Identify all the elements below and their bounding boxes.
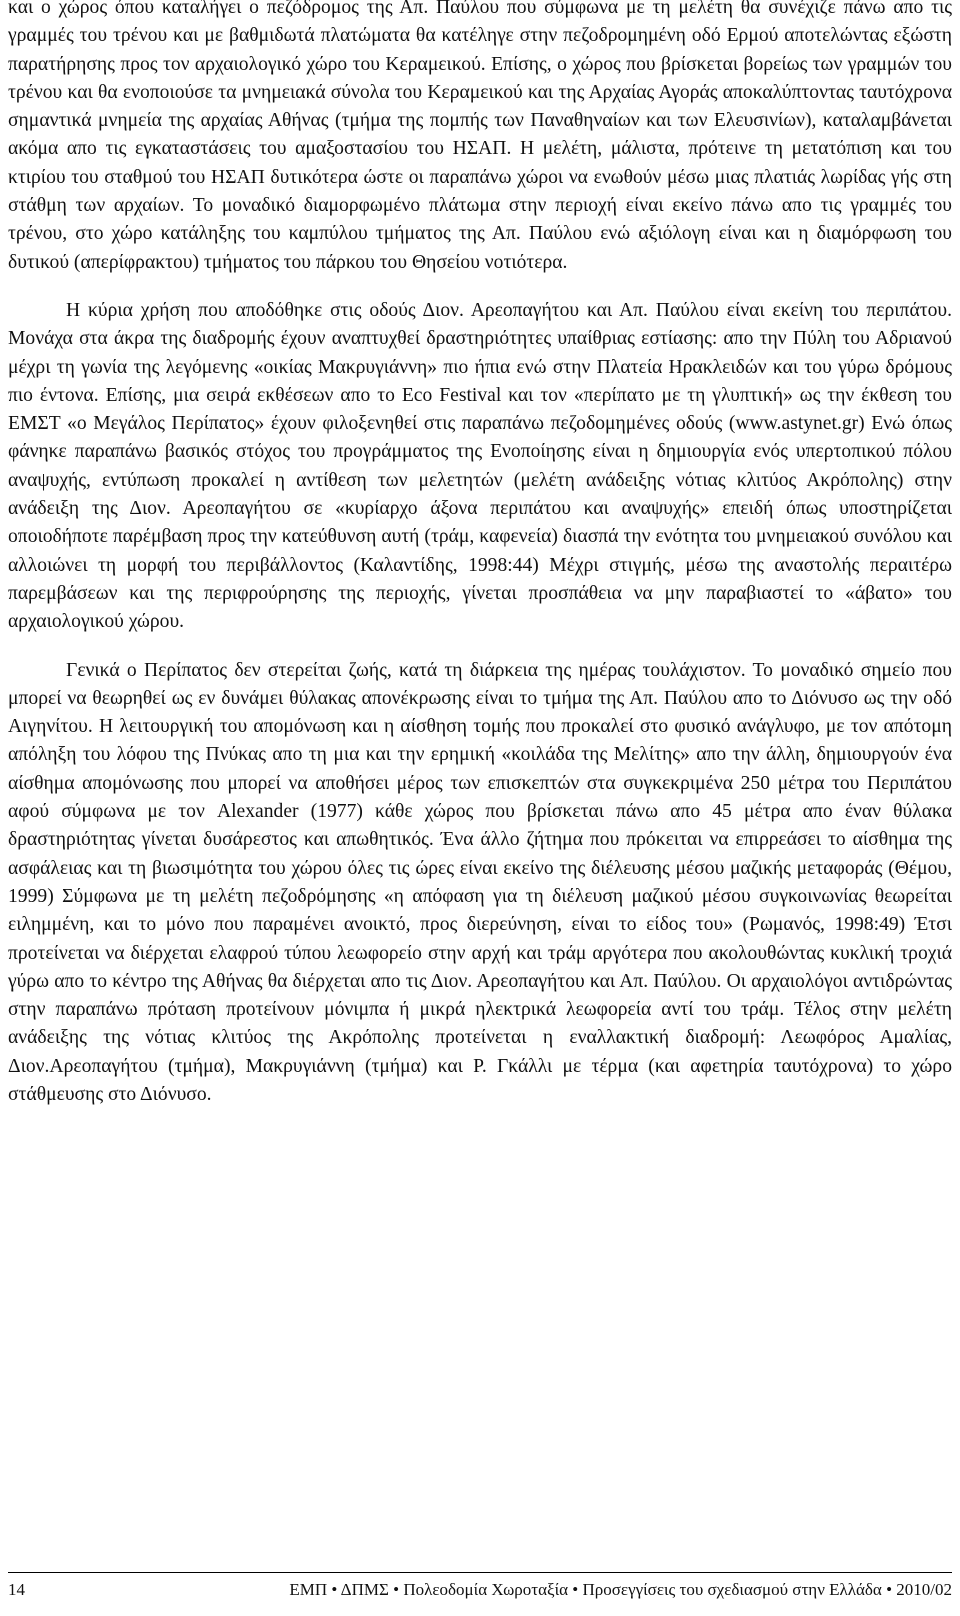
body-text xyxy=(8,0,952,1109)
footer-divider xyxy=(8,1572,952,1573)
paragraph-main-use: Η κύρια χρήση που αποδόθηκε στις οδούς Διον. Αρεοπαγήτου και Απ. Παύλου είναι εκείνη του περιπάτου. Μονάχα στα άκρα της διαδρομής έχουν αναπτυχθεί δραστηριότητες υπαίθριας εστίασης: απο την Πύλη του Αδριανού μέχρι τη γωνία της λεγόμενης «οικίας Μακρυγιάννη» πιο ήπια ενώ στην Πλατεία Ηρακλειδών και του γύρω δρόμους πιο έντονα. Επίσης, μια σειρά εκθέσεων απο το Eco Festival και τον «περίπατο με τη γλυπτική» ως την έκθεση του ΕΜΣΤ «ο Μεγάλος Περίπατος» έχουν φιλοξενηθεί στις παραπάνω πεζοδομημένες οδούς (www.astynet.gr) Ενώ όπως φάνηκε παραπάνω βασικός στόχος του προγράμματος της Ενοποίησης είναι η δημιουργία ενός υπερτοπικού πόλου αναψυχής, εντύπωση προκαλεί η αντίθεση των μελετητών (μελέτη ανάδειξης νότιας κλιτύος Ακρόπολης) στην ανάδειξη της Διον. Αρεοπαγήτου σε «κυρίαρχο άξονα περιπάτου και αναψυχής» επειδή όπως υποστηρίζεται οποιοδήποτε παρέμβαση προς την κατεύθυνση αυτή (τράμ, καφενεία) διασπά την ενότητα του μνημειακού συνόλου και αλλοιώνει τη μορφή του περιβάλλοντος (Καλαντίδης, 1998:44) Μέχρι στιγμής, μέσω της αναστολής περαιτέρω παρεμβάσεων και της περιφρούρησης της περιοχής, γίνεται προσπάθεια να μην παραβιαστεί το «άβατο» του αρχαιολογικού χώρου. xyxy=(8,299,952,633)
page-number: 14 xyxy=(8,1580,25,1599)
running-title: ΕΜΠ • ΔΠΜΣ • Πολεοδομία Χωροταξία • Προσεγγίσεις του σχεδιασμού στην Ελλάδα • 2010/02 xyxy=(289,1580,952,1599)
paragraph-walk-life: Γενικά ο Περίπατος δεν στερείται ζωής, κατά τη διάρκεια της ημέρας τουλάχιστον. Το μοναδικό σημείο που μπορεί να θεωρηθεί ως εν δυνάμει θύλακας απονέκρωσης είναι το τμήμα της Απ. Παύλου απο το Διόνυσο ως την οδό Αιγηνίτου. Η λειτουργική του απομόνωση και η αίσθηση τομής που προκαλεί στο φυσικό ανάγλυφο, με τον απότομη απόληξη του λόφου της Πνύκας απο τη μια και την ερημική «κοιλάδα της Μελίτης» απο την άλλη, δημιουργούν ένα αίσθημα απομόνωσης που μπορεί να αποθήσει μέρος των επισκεπτών στα συγκεκριμένα 250 μέτρα του Περιπάτου αφού σύμφωνα με τον Alexander (1977) κάθε χώρος που βρίσκεται πάνω απο 45 μέτρα απο έναν θύλακα δραστηριότητας γίνεται δυσάρεστος και απωθητικός. Ένα άλλο ζήτημα που πρόκειται να επιρρεάσει το αίσθημα της ασφάλειας και τη βιωσιμότητα του χώρου όλες τις ώρες είναι εκείνο της διέλευσης μέσου μαζικής μεταφοράς (Θέμου, 1999) Σύμφωνα με τη μελέτη πεζοδρόμησης «η απόφαση για τη διέλευση μαζικού μέσου συγκοινωνίας θεωρείται ειλημμένη, και το μόνο που παραμένει ανοικτό, προς διερεύνηση, είναι το είδος του» (Ρωμανός, 1998:49) Έτσι προτείνεται να διέρχεται ελαφρού τύπου λεωφορείο στην αρχή και τράμ αργότερα που ακολουθώντας κυκλική τροχιά γύρω απο το κέντρο της Αθήνας θα διέρχεται απο τις Διον. Αρεοπαγήτου και Απ. Παύλου. Οι αρχαιολόγοι αντιδρώντας στην παραπάνω πρόταση προτείνουν μόνιμπα ή μικρά ηλεκτρικά λεωφορεία αντί του τράμ. Τέλος στην μελέτη ανάδειξης της νότιας κλιτύος της Ακρόπολης προτείνεται η εναλλακτική διαδρομή: Λεωφόρος Αμαλίας, Διον.Αρεοπαγήτου (τμήμα), Μακρυγιάννη (τμήμα) και Ρ. Γκάλλι με τέρμα (και αφετηρία ταυτόχρονα) το χώρο στάθμευσης στο Διόνυσο. xyxy=(8,659,952,1105)
paragraph-continuation: και ο χώρος όπου καταλήγει ο πεζόδρομος της Απ. Παύλου που σύμφωνα με τη μελέτη θα συνέχιζε πάνω απο τις γραμμές του τρένου και με βαθμιδωτά πλατώματα θα κατέληγε στην πεζοδρομημένη οδό Ερμού αποτελώντας εξώστη παρατήρησης προς τον αρχαιολογικό χώρο του Κεραμεικού. Επίσης, ο χώρος που βρίσκεται βορείως των γραμμών του τρένου και θα ενοποιούσε τα μνημειακά σύνολα του Κεραμεικού και της Αρχαίας Αγοράς αποκαλύπτοντας ταυτόχρονα σημαντικά μνημεία της αρχαίας Αθήνας (τμήμα της πομπής των Παναθηναίων και των Ελευσινίων), καταλαμβάνεται ακόμα απο τις εγκαταστάσεις του αμαξοστασίου του ΗΣΑΠ. Η μελέτη, μάλιστα, πρότεινε τη μετατόπιση και του κτιρίου του σταθμού του ΗΣΑΠ δυτικότερα ώστε οι παραπάνω χώροι να ενωθούν μέσω μιας πλατιάς λωρίδας γής στη στάθμη των αρχαίων. Το μοναδικό διαμορφωμένο πλάτωμα στην περιοχή είναι εκείνο πάνω απο τις γραμμές του τρένου, στο χώρο κατάληξης του καμπύλου τμήματος της Απ. Παύλου ενώ αξιόλογη είναι και η διαμόρφωση του δυτικού (απερίφρακτου) τμήματος του πάρκου του Θησείου νοτιότερα. xyxy=(8,0,952,273)
page-footer xyxy=(8,1580,952,1604)
